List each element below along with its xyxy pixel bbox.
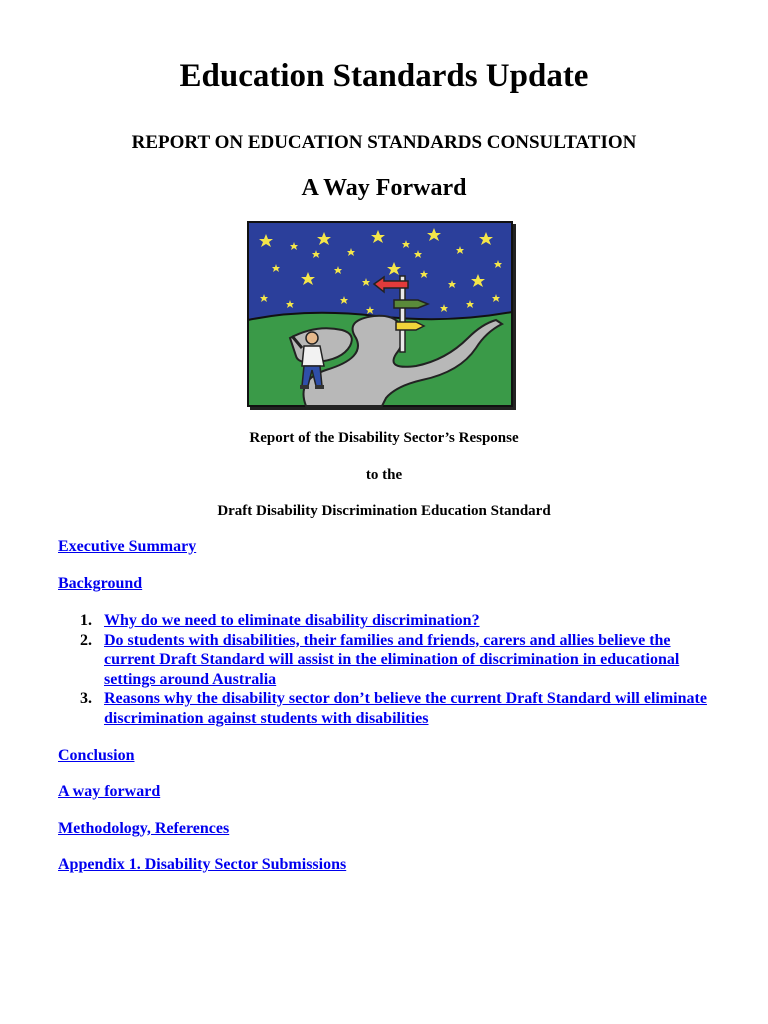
list-item-number: 2. [80, 631, 92, 649]
report-line-2: to the [365, 467, 403, 483]
toc-link-item-2[interactable]: Do students with disabilities, their families and friends, carers and allies believe the current Draft Standard will assist in the elimination of discrimination in educational settings around Australia [104, 631, 680, 688]
list-item [74, 611, 714, 631]
document-title: Education Standards Update [179, 58, 589, 94]
toc-link-appendix-1[interactable]: Appendix 1. Disability Sector Submissions [58, 856, 347, 873]
report-line-3: Draft Disability Discrimination Education Standard [217, 503, 551, 519]
toc-numbered-list [74, 611, 714, 728]
toc-link-a-way-forward[interactable]: A way forward [58, 783, 161, 800]
list-item-number: 1. [80, 612, 92, 629]
signpost-crossroads-illustration [246, 220, 518, 412]
toc-link-executive-summary[interactable]: Executive Summary [58, 538, 197, 555]
toc-link-background[interactable]: Background [58, 575, 143, 592]
report-subtitle: REPORT ON EDUCATION STANDARDS CONSULTATION [131, 132, 637, 153]
report-line-1: Report of the Disability Sector’s Response [249, 430, 519, 446]
list-item [74, 689, 714, 728]
report-tagline: A Way Forward [301, 175, 467, 201]
toc-link-item-3[interactable]: Reasons why the disability sector don’t believe the current Draft Standard will eliminate discrimination against students with disabilities [104, 690, 707, 727]
toc-link-conclusion[interactable]: Conclusion [58, 747, 135, 764]
toc-link-methodology[interactable]: Methodology, References [58, 820, 230, 837]
toc-link-item-1[interactable]: Why do we need to eliminate disability discrimination? [104, 612, 480, 629]
list-item-number: 3. [80, 690, 92, 707]
list-item [74, 631, 714, 690]
